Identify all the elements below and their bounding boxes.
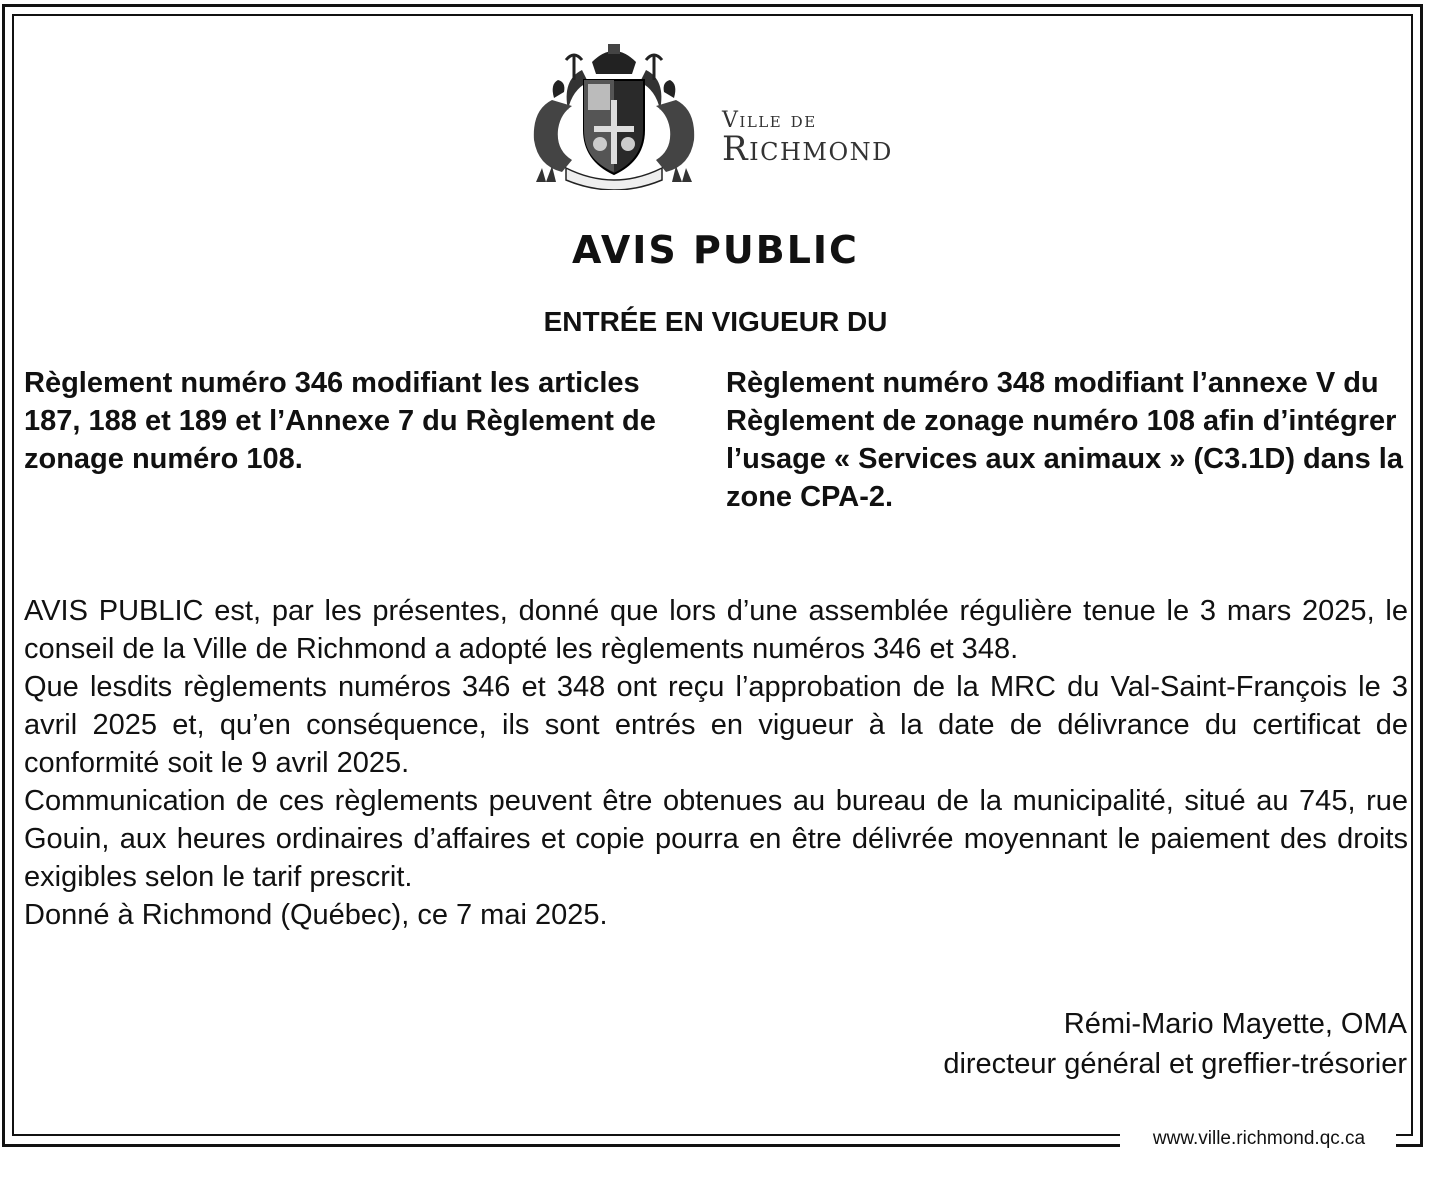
body-paragraph-adoption: AVIS PUBLIC est, par les présentes, donné que lors d’une assemblée régulière tenue le 3 mars 2025, le conseil de la Ville de Richmond a adopté les règlements numéros 346 et 348. bbox=[24, 595, 1408, 665]
logo-line-ville-de: Ville de bbox=[722, 108, 817, 133]
body-paragraph-date: Donné à Richmond (Québec), ce 7 mai 2025. bbox=[24, 899, 608, 931]
notice-body bbox=[24, 592, 1408, 934]
body-paragraph-approval: Que lesdits règlements numéros 346 et 348 ont reçu l’approbation de la MRC du Val-Saint-François le 3 avril 2025 et, qu’en conséquence, ils sont entrés en vigueur à la date de délivrance du certificat de conformité soit le 9 avril 2025. bbox=[24, 671, 1408, 779]
notice-subtitle: ENTRÉE EN VIGUEUR DU bbox=[543, 306, 888, 337]
signature-name: Rémi-Mario Mayette, OMA bbox=[1063, 1008, 1407, 1040]
inner-border bbox=[12, 14, 1413, 1136]
signature-title: directeur général et greffier-trésorier bbox=[943, 1048, 1407, 1080]
notice-title: AVIS PUBLIC bbox=[572, 228, 859, 272]
signature-block bbox=[943, 1004, 1407, 1084]
website-url: www.ville.richmond.qc.ca bbox=[1152, 1128, 1366, 1149]
coat-of-arms-icon bbox=[522, 40, 706, 190]
city-logo-wordmark bbox=[722, 108, 893, 169]
body-paragraph-consultation: Communication de ces règlements peuvent être obtenues au bureau de la municipalité, situé au 745, rue Gouin, aux heures ordinaires d’affaires et copie pourra en être délivrée moyennant le paiement des droits exigibles selon le tarif prescrit. bbox=[24, 785, 1408, 893]
bylaw-348-description: Règlement numéro 348 modifiant l’annexe V du Règlement de zonage numéro 108 afin d’intégrer l’usage « Services aux animaux » (C3.1D) dans la zone CPA-2. bbox=[726, 367, 1403, 513]
logo-line-richmond: Richmond bbox=[722, 129, 893, 169]
bylaw-346-description: Règlement numéro 346 modifiant les articles 187, 188 et 189 et l’Annexe 7 du Règlement de zonage numéro 108. bbox=[24, 367, 656, 475]
